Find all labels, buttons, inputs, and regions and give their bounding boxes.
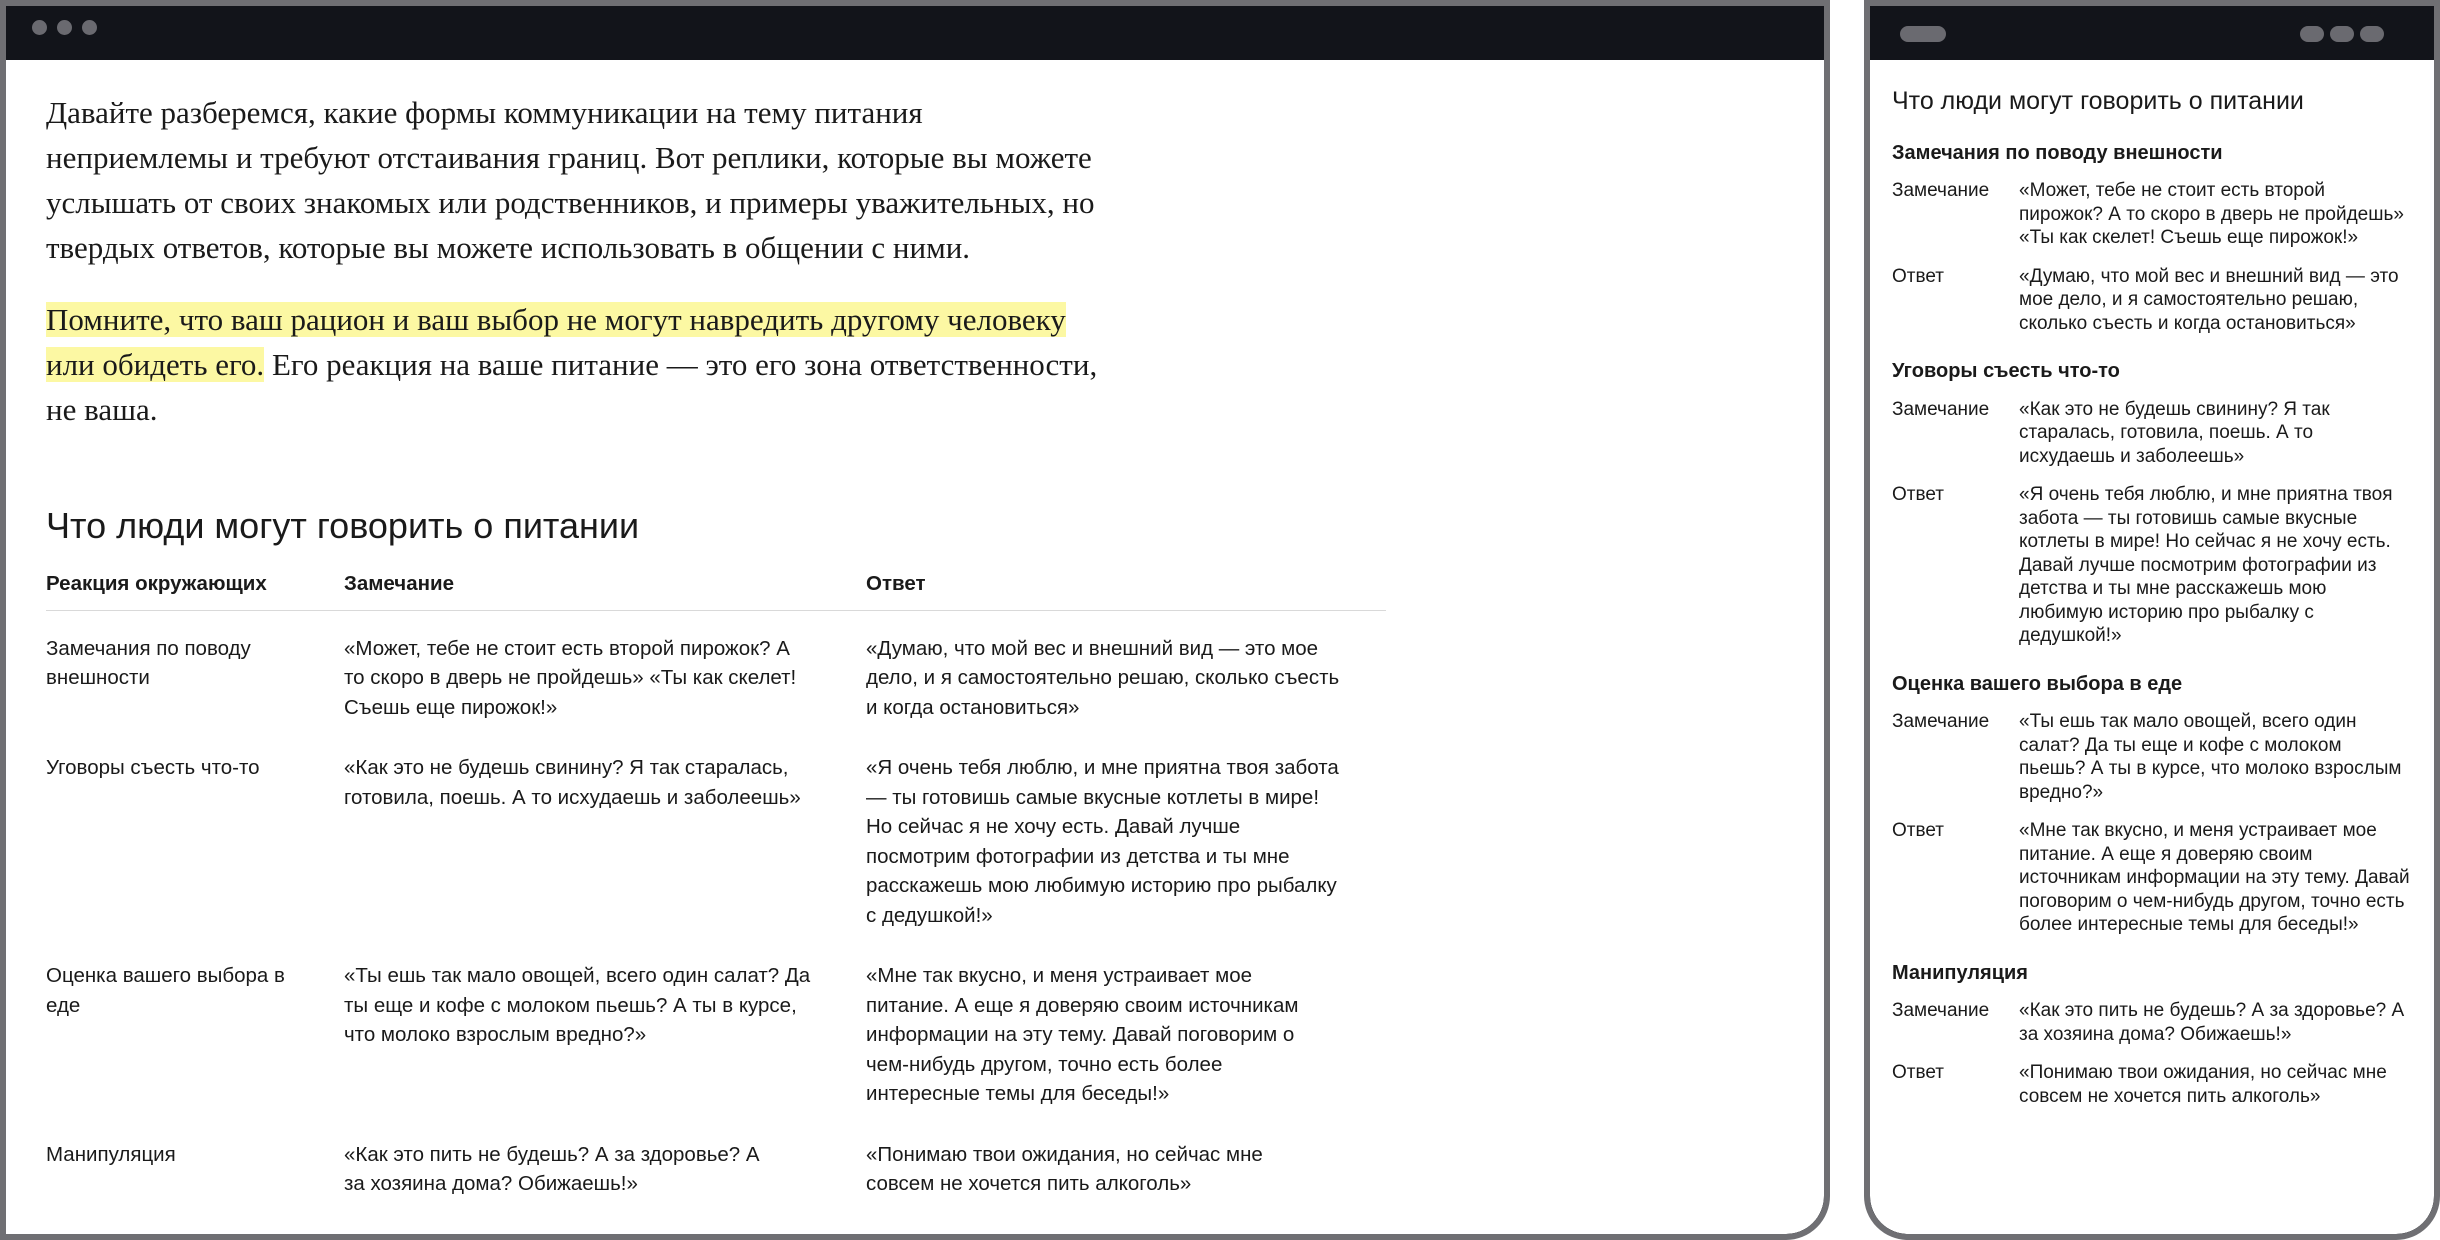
mobile-remark-row xyxy=(1892,398,2412,469)
window-dot-icon xyxy=(57,20,72,35)
article-content xyxy=(46,90,1406,1211)
remark-label: Замечание xyxy=(1892,180,1990,201)
remark-label: Замечание xyxy=(1892,398,1990,420)
reaction-text: Оценка вашего выбора в еде xyxy=(46,964,285,1017)
desktop-title-bar xyxy=(6,6,1824,56)
remark-cell xyxy=(344,610,866,734)
remark-cell xyxy=(344,942,866,1121)
status-pill-icon xyxy=(2360,26,2384,42)
table-row xyxy=(46,1121,1386,1211)
table-row xyxy=(46,734,1386,942)
window-dot-icon xyxy=(82,20,97,35)
answer-text: «Мне так вкусно, и меня устраивает мое питание. А еще я доверяю своим источникам информации на эту тему. Давай поговорим о чем-нибудь другом, точно есть более интересные темы для беседы!» xyxy=(2019,820,2410,935)
answer-text: «Я очень тебя люблю, и мне приятна твоя забота — ты готовишь самые вкусные котлеты в мире! Но сейчас я не хочу есть. Давай лучше посмотрим фотографии из детства и ты мне расскажешь мою любимую историю про рыбалку с дедушкой!» xyxy=(866,756,1339,927)
reaction-cell xyxy=(46,610,344,734)
mobile-page xyxy=(1870,60,2434,1234)
reaction-cell xyxy=(46,1121,344,1211)
column-header-reaction: Реакция окружающих xyxy=(46,569,344,610)
answer-cell xyxy=(866,610,1386,734)
intro-paragraph: Давайте разберемся, какие формы коммуникации на тему питания неприемлемы и требуют отстаивания границ. Вот реплики, которые вы можете услышать от своих знакомых или родственников, и примеры уважительных, но твердых ответов, которые вы можете использовать в общении с ними. xyxy=(46,95,1095,265)
remark-text: «Ты ешь так мало овощей, всего один салат? Да ты еще и кофе с молоком пьешь? А ты в курсе, что молоко взрослым вредно?» xyxy=(344,964,811,1046)
reminder-text: Его реакция на ваше питание — это его зона ответственности, не ваша. xyxy=(46,347,1098,427)
mobile-group-title: Уговоры съесть что-то xyxy=(1892,360,2120,382)
highlighted-text: Помните, что ваш рацион и ваш выбор не могут навредить другому человеку или обидеть его. xyxy=(46,302,1066,382)
reminder-paragraph xyxy=(46,297,1106,432)
answer-text: «Понимаю твои ожидания, но сейчас мне совсем не хочется пить алкоголь» xyxy=(2019,1062,2387,1107)
answer-text: «Мне так вкусно, и меня устраивает мое питание. А еще я доверяю своим источникам информации на эту тему. Давай поговорим о чем-нибудь другом, точно есть более интересные темы для беседы!» xyxy=(866,964,1299,1105)
mobile-status-bar xyxy=(1870,6,2434,56)
mobile-answer-row xyxy=(1892,1061,2412,1108)
remark-text: «Может, тебе не стоит есть второй пирожок? А то скоро в дверь не пройдешь» «Ты как скелет! Съешь еще пирожок!» xyxy=(2019,180,2404,248)
mobile-answer-row xyxy=(1892,265,2412,336)
remark-cell xyxy=(344,1121,866,1211)
mobile-phone-frame xyxy=(1864,0,2440,1240)
remark-text: «Как это не будешь свинину? Я так старалась, готовила, поешь. А то исхудаешь и заболеешь» xyxy=(2019,398,2330,467)
answer-cell xyxy=(866,734,1386,942)
answer-text: «Я очень тебя люблю, и мне приятна твоя забота — ты готовишь самые вкусные котлеты в мире! Но сейчас я не хочу есть. Давай лучше посмотрим фотографии из детства и ты мне расскажешь мою любимую историю про рыбалку с дедушкой!» xyxy=(2019,484,2393,646)
reaction-cell xyxy=(46,734,344,942)
answer-text: «Думаю, что мой вес и внешний вид — это мое дело, и я самостоятельно решаю, сколько съесть и когда остановиться» xyxy=(2019,265,2399,334)
mobile-remark-row xyxy=(1892,710,2412,804)
remark-text: «Как это не будешь свинину? Я так старалась, готовила, поешь. А то исхудаешь и заболеешь» xyxy=(344,756,801,809)
reaction-text: Уговоры съесть что-то xyxy=(46,756,260,779)
mobile-group-title: Манипуляция xyxy=(1892,961,2028,984)
answer-text: «Думаю, что мой вес и внешний вид — это мое дело, и я самостоятельно решаю, сколько съесть и когда остановиться» xyxy=(866,636,1340,719)
mobile-group xyxy=(1892,142,2412,336)
table-row xyxy=(46,610,1386,734)
column-header-answer: Ответ xyxy=(866,569,1386,610)
mobile-group-title: Замечания по поводу внешности xyxy=(1892,141,2223,164)
mobile-remark-row xyxy=(1892,179,2412,250)
remark-text: «Как это пить не будешь? А за здоровье? А за хозяина дома? Обижаешь!» xyxy=(344,1142,760,1195)
desktop-page xyxy=(6,60,1824,1234)
answer-cell xyxy=(866,942,1386,1121)
answer-label: Ответ xyxy=(1892,1062,1944,1083)
mobile-content xyxy=(1892,87,2412,1133)
answer-cell xyxy=(866,1121,1386,1211)
table-header-row xyxy=(46,569,1386,610)
reaction-text: Манипуляция xyxy=(46,1142,176,1166)
answer-label: Ответ xyxy=(1892,820,1944,841)
remark-cell xyxy=(344,734,866,942)
status-pill-icon xyxy=(2330,26,2354,42)
status-pill-icon xyxy=(2300,26,2324,42)
mobile-group-title: Оценка вашего выбора в еде xyxy=(1892,672,2183,695)
answer-label: Ответ xyxy=(1892,265,1944,287)
answer-label: Ответ xyxy=(1892,484,1944,505)
remark-text: «Как это пить не будешь? А за здоровье? А за хозяина дома? Обижаешь!» xyxy=(2019,1000,2405,1045)
column-header-remark: Замечание xyxy=(344,569,866,610)
mobile-group xyxy=(1892,673,2412,937)
remark-label: Замечание xyxy=(1892,1000,1990,1021)
remark-label: Замечание xyxy=(1892,711,1990,732)
mobile-remark-row xyxy=(1892,999,2412,1046)
mobile-answer-row xyxy=(1892,819,2412,937)
status-pill-icon xyxy=(1900,26,1946,42)
remark-text: «Ты ешь так мало овощей, всего один салат? Да ты еще и кофе с молоком пьешь? А ты в курсе, что молоко взрослым вредно?» xyxy=(2019,711,2402,803)
mobile-group xyxy=(1892,962,2412,1109)
remark-text: «Может, тебе не стоит есть второй пирожок? А то скоро в дверь не пройдешь» «Ты как скелет! Съешь еще пирожок!» xyxy=(344,636,797,719)
window-dot-icon xyxy=(32,20,47,35)
reaction-cell xyxy=(46,942,344,1121)
mobile-group xyxy=(1892,360,2412,648)
answer-text: «Понимаю твои ожидания, но сейчас мне совсем не хочется пить алкоголь» xyxy=(866,1142,1263,1195)
table-row xyxy=(46,942,1386,1121)
reaction-text: Замечания по поводу внешности xyxy=(46,636,251,689)
mobile-answer-row xyxy=(1892,483,2412,648)
mobile-section-title: Что люди могут говорить о питании xyxy=(1892,87,2304,115)
section-title: Что люди могут говорить о питании xyxy=(46,505,640,546)
communication-table xyxy=(46,569,1386,1211)
